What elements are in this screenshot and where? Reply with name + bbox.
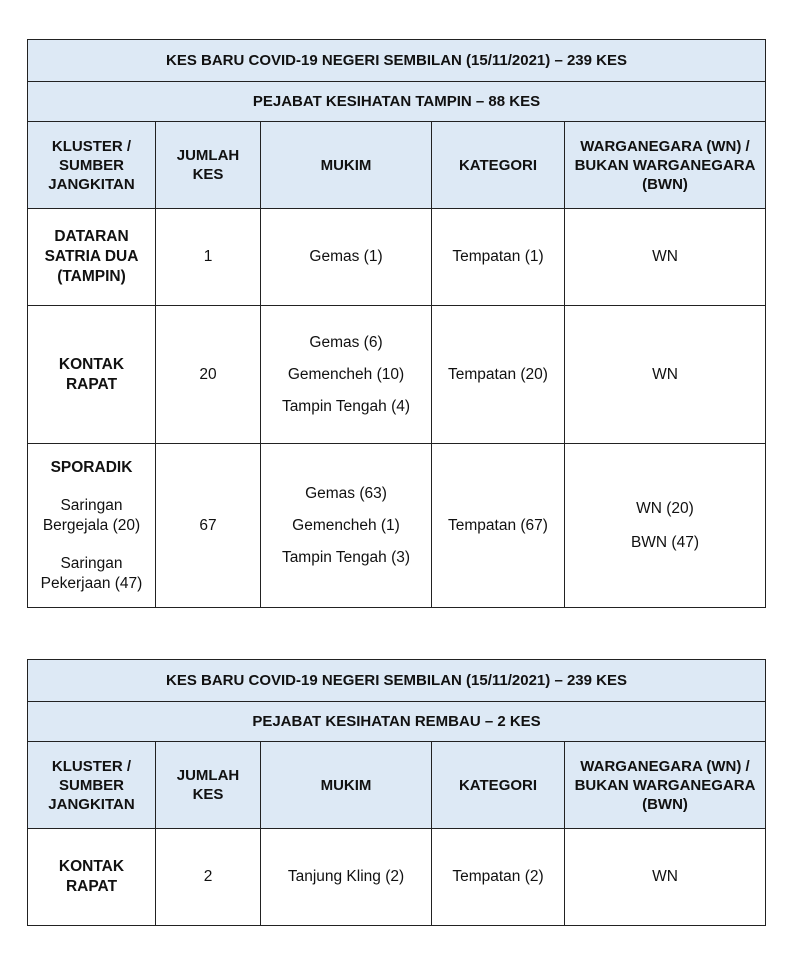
cases-cell: 1 (156, 209, 261, 306)
category-cell: Tempatan (67) (432, 444, 565, 608)
cases-cell: 2 (156, 829, 261, 926)
header-category: KATEGORI (432, 122, 565, 209)
header-citizenship: WARGANEGARA (WN) / BUKAN WARGANEGARA (BWN) (565, 742, 766, 829)
cluster-cell: DATARAN SATRIA DUA (TAMPIN) (28, 209, 156, 306)
mukim-cell (261, 444, 432, 608)
citizenship-entry: WN (652, 365, 678, 383)
citizenship-entry: WN (20) (636, 499, 694, 517)
category-cell: Tempatan (20) (432, 306, 565, 444)
header-row (28, 122, 766, 209)
citizenship-cell (565, 829, 766, 926)
category-cell: Tempatan (1) (432, 209, 565, 306)
header-cases: JUMLAH KES (156, 742, 261, 829)
office-title: PEJABAT KESIHATAN REMBAU – 2 KES (28, 702, 766, 742)
mukim-entry: Tampin Tengah (4) (281, 397, 411, 415)
header-cluster: KLUSTER / SUMBER JANGKITAN (28, 122, 156, 209)
citizenship-entry: WN (652, 868, 678, 885)
table-row (28, 209, 766, 306)
header-category: KATEGORI (432, 742, 565, 829)
mukim-entry: Gemas (1) (309, 248, 383, 265)
citizenship-cell (565, 209, 766, 306)
header-mukim: MUKIM (261, 742, 432, 829)
office-title: PEJABAT KESIHATAN TAMPIN – 88 KES (28, 82, 766, 122)
header-cluster: KLUSTER / SUMBER JANGKITAN (28, 742, 156, 829)
header-citizenship: WARGANEGARA (WN) / BUKAN WARGANEGARA (BWN) (565, 122, 766, 209)
tampin-case-table (27, 39, 766, 608)
mukim-entry: Gemencheh (10) (287, 365, 405, 383)
citizenship-entry: WN (652, 248, 678, 265)
header-row (28, 742, 766, 829)
table-row (28, 306, 766, 444)
table-row (28, 444, 766, 608)
cluster-cell (28, 444, 156, 608)
mukim-cell (261, 209, 432, 306)
mukim-entry: Gemas (6) (309, 333, 383, 351)
cluster-sub-entry: Saringan Pekerjaan (47) (40, 554, 143, 592)
table-title: KES BARU COVID-19 NEGERI SEMBILAN (15/11/2021) – 239 KES (28, 40, 766, 82)
table-title: KES BARU COVID-19 NEGERI SEMBILAN (15/11/2021) – 239 KES (28, 660, 766, 702)
mukim-entry: Gemas (63) (305, 484, 387, 502)
rembau-case-table (27, 659, 766, 926)
header-mukim: MUKIM (261, 122, 432, 209)
table-row (28, 829, 766, 926)
mukim-entry: Tampin Tengah (3) (281, 548, 411, 566)
cases-cell: 20 (156, 306, 261, 444)
citizenship-entry: BWN (47) (630, 533, 700, 551)
cases-cell: 67 (156, 444, 261, 608)
cluster-sub-entry: Saringan Bergejala (20) (42, 496, 141, 534)
header-cases: JUMLAH KES (156, 122, 261, 209)
mukim-cell (261, 306, 432, 444)
category-cell: Tempatan (2) (432, 829, 565, 926)
cluster-cell: KONTAK RAPAT (28, 829, 156, 926)
mukim-entry: Gemencheh (1) (292, 516, 400, 534)
mukim-entry: Tanjung Kling (2) (287, 868, 405, 885)
cluster-name: SPORADIK (50, 458, 133, 476)
cluster-cell: KONTAK RAPAT (28, 306, 156, 444)
mukim-cell (261, 829, 432, 926)
citizenship-cell (565, 306, 766, 444)
citizenship-cell (565, 444, 766, 608)
